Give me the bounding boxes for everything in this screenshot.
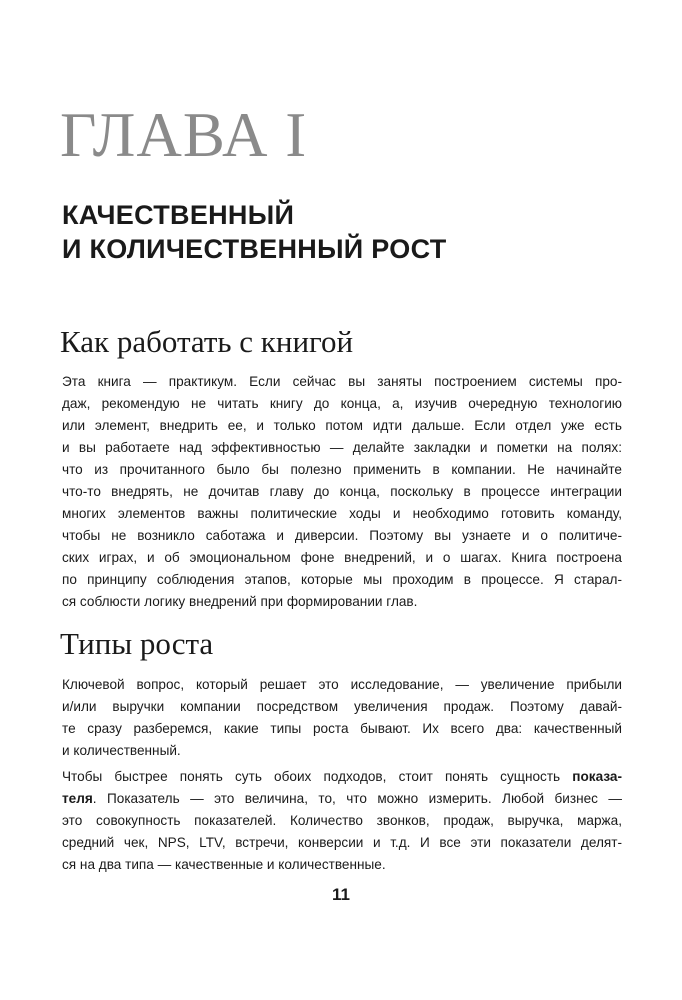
bold-term: показа- [572, 769, 622, 784]
paragraph-line [62, 788, 622, 810]
paragraph-line: многих элементов важны политические ходы и необходимо готовить команду, [62, 506, 622, 521]
paragraph-line: ся на два типа — качественные и количественные. [62, 857, 386, 872]
text-run: Чтобы быстрее понять суть обоих подходов, стоит понять сущность [62, 769, 561, 784]
paragraph-line: ся соблюсти логику внедрений при формировании глав. [62, 594, 418, 609]
paragraph-line: или элемент, внедрить ее, и только потом идти дальше. Если отдел уже есть [62, 418, 622, 433]
paragraph-line: Ключевой вопрос, который решает это исследование, — увеличение прибыли [62, 677, 622, 692]
paragraph-line: ских играх, и об эмоциональном фоне внедрений, и о шагах. Книга построена [62, 550, 622, 565]
paragraph-line: чтобы не возникло саботажа и диверсии. Поэтому вы узнаете и о политиче- [62, 528, 622, 543]
paragraph-line: и/или выручки компании посредством увеличения продаж. Поэтому давай- [62, 699, 622, 714]
section-heading-growth-types: Типы роста [60, 626, 214, 661]
paragraph-line: средний чек, NPS, LTV, встречи, конверсии и т.д. И все эти показатели делят- [62, 835, 622, 850]
chapter-title-line: И КОЛИЧЕСТВЕННЫЙ РОСТ [62, 234, 447, 264]
paragraph-line: Эта книга — практикум. Если сейчас вы заняты построением системы про- [62, 374, 622, 389]
page-number: 11 [332, 885, 350, 904]
paragraph-line: те сразу разберемся, какие типы роста бывают. Их всего два: качественный [62, 721, 622, 736]
paragraph-line [62, 766, 622, 788]
chapter-label: ГЛАВА I [60, 100, 308, 170]
paragraph-line: по принципу соблюдения этапов, которые мы проходим в процессе. Я старал- [62, 572, 622, 587]
paragraph-line: и количественный. [62, 743, 181, 758]
section-heading-how-to-work: Как работать с книгой [60, 324, 354, 359]
text-run: . Показатель — это величина, то, что можно измерить. Любой бизнес — [92, 791, 622, 806]
chapter-title-line: КАЧЕСТВЕННЫЙ [62, 200, 295, 230]
paragraph-line: что из прочитанного было бы полезно применить в компании. Не начинайте [62, 462, 622, 477]
paragraph-line: и вы работаете над эффективностью — делайте закладки и пометки на полях: [62, 440, 622, 455]
paragraph-line: это совокупность показателей. Количество звонков, продаж, выручка, маржа, [62, 813, 622, 828]
paragraph [62, 371, 622, 613]
chapter-title [62, 198, 642, 266]
paragraph-line: даж, рекомендую не читать книгу до конца, а, изучив очередную технологию [62, 396, 622, 411]
paragraph [62, 674, 622, 762]
paragraph [62, 766, 622, 876]
paragraph-line: что-то внедрять, не дочитав главу до конца, поскольку в процессе интеграции [62, 484, 622, 499]
bold-term: теля [62, 791, 93, 806]
